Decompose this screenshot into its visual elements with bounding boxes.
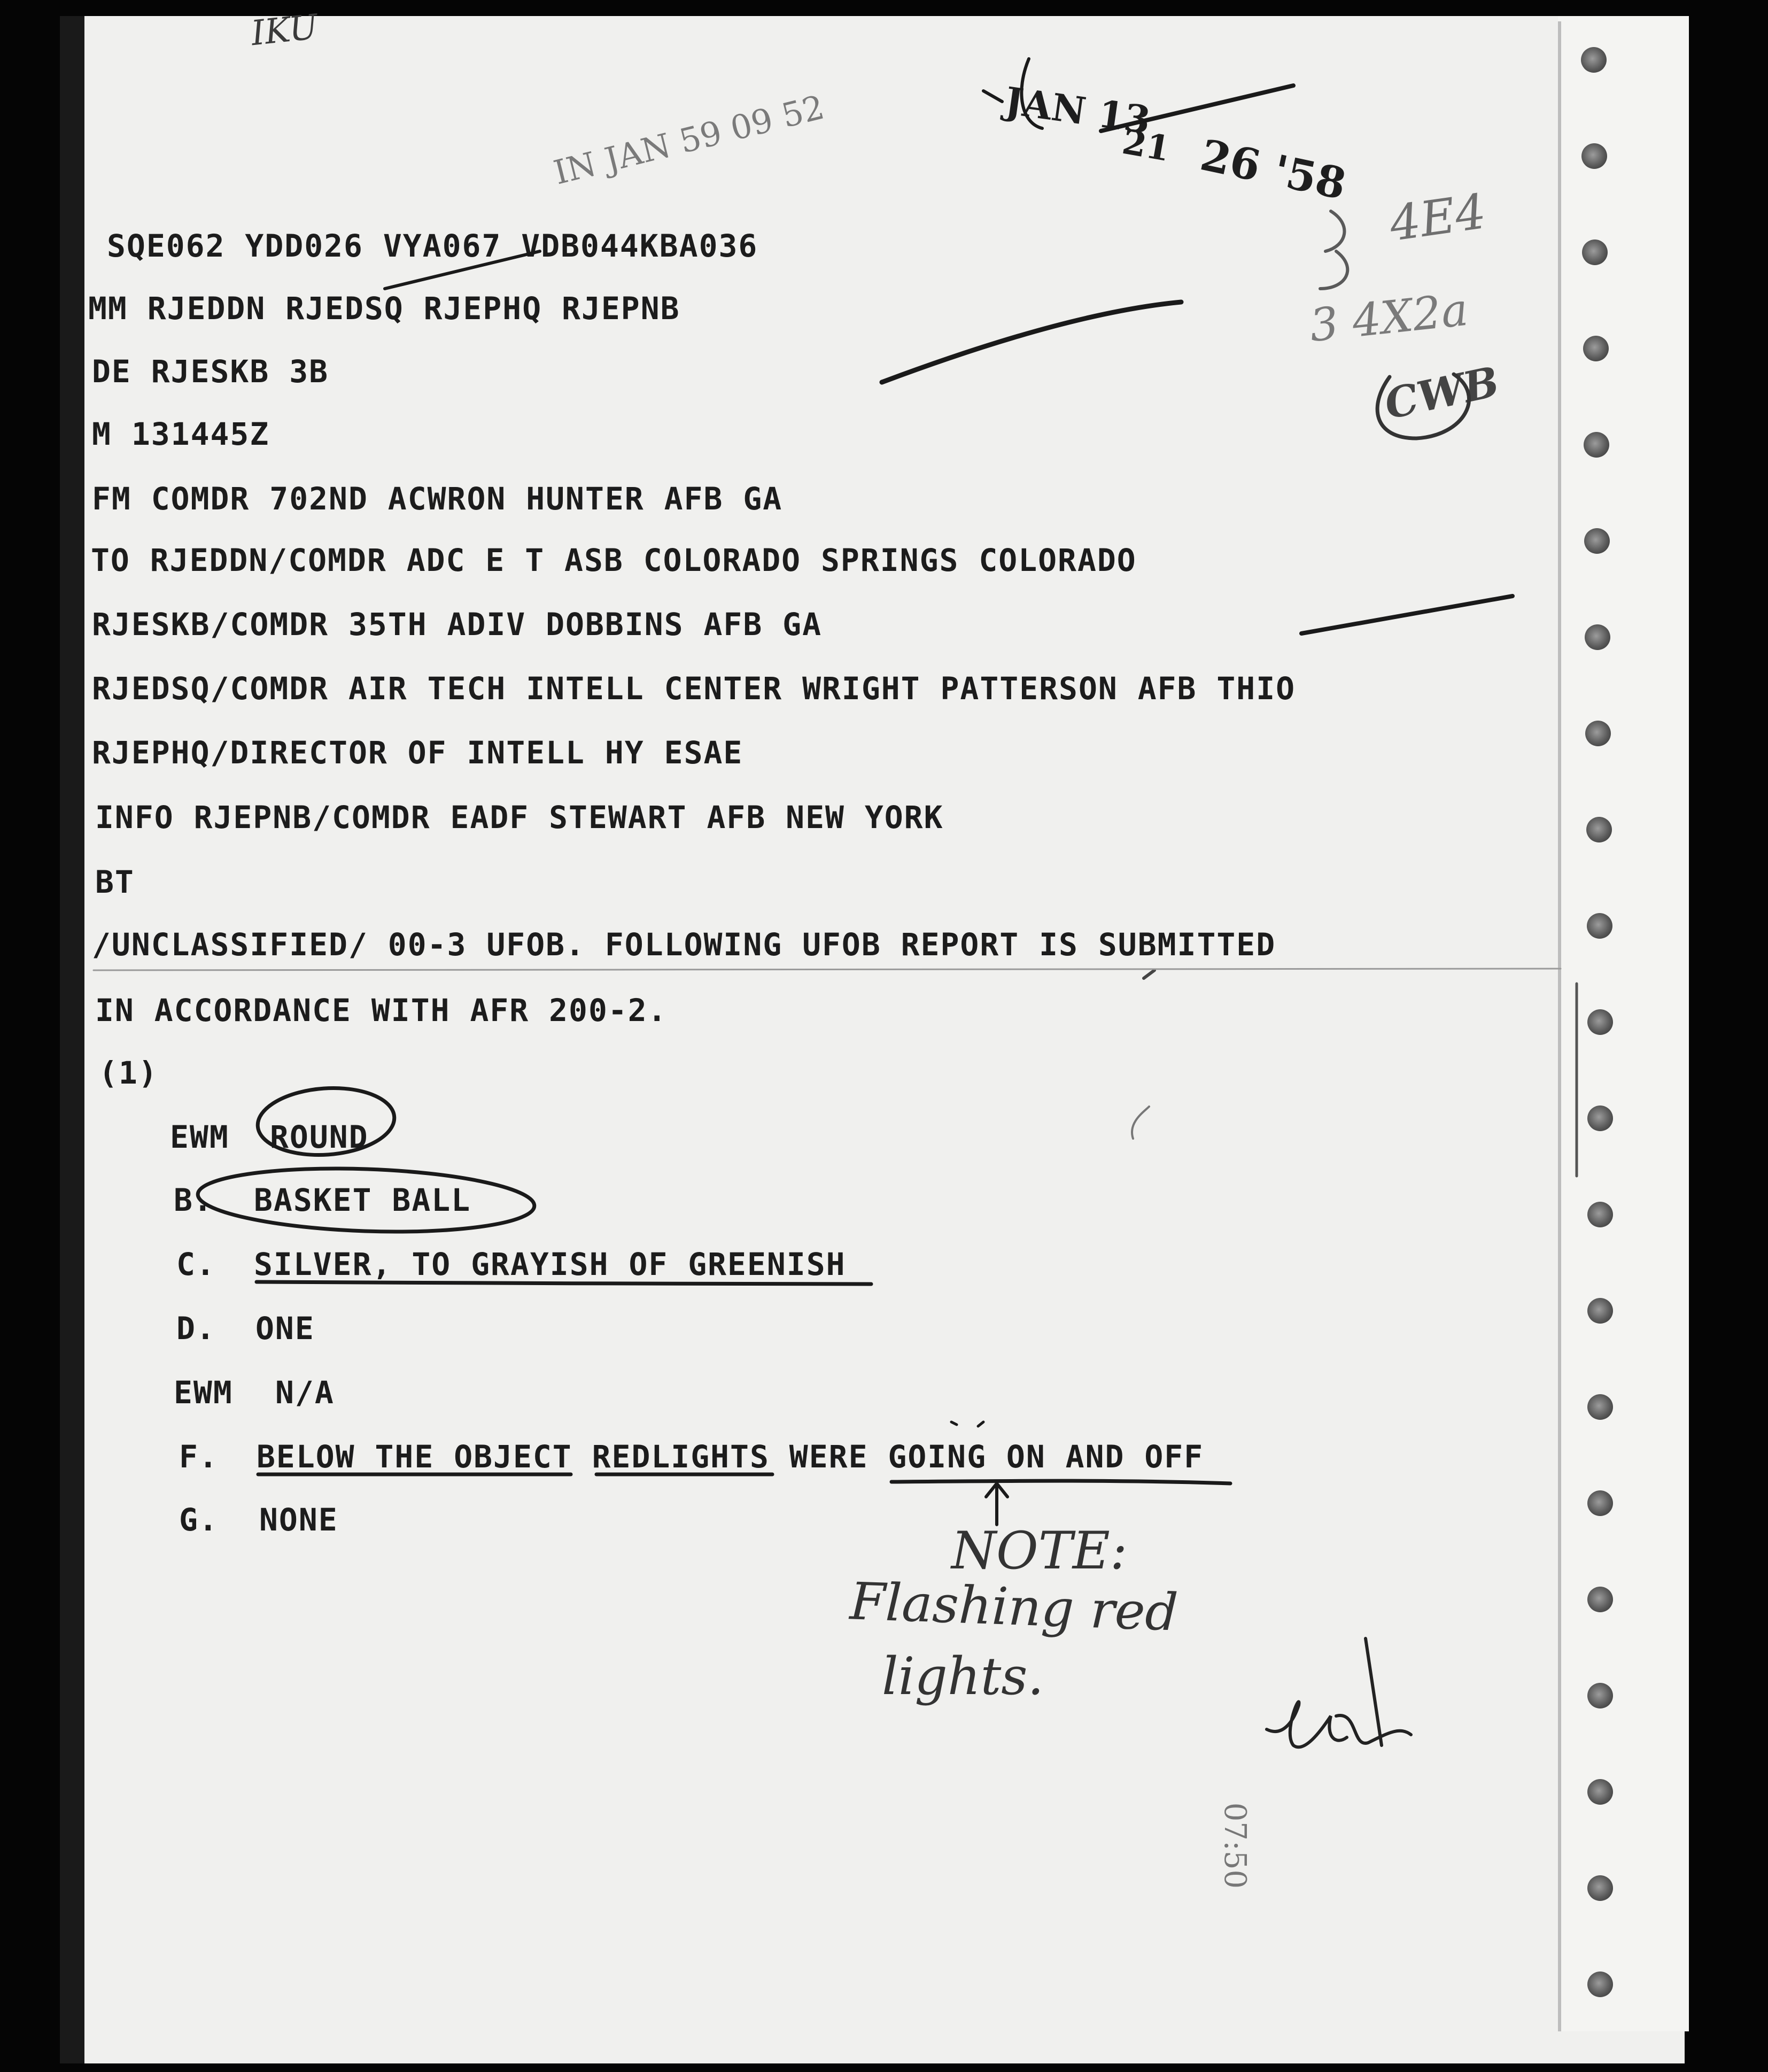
routing-line: DE RJESKB 3B <box>92 353 329 390</box>
item-value: N/A <box>275 1374 335 1411</box>
side-number: 07:50 <box>1218 1802 1253 1889</box>
stamp-date: JAN 13 <box>1002 78 1153 143</box>
item-value: SILVER, TO GRAYISH OF GREENISH <box>254 1246 846 1282</box>
info-line: INFO RJEPNB/COMDR EADF STEWART AFB NEW YORK <box>95 799 944 836</box>
item-key: G. <box>179 1502 219 1538</box>
item-key: D. <box>176 1310 216 1347</box>
to-line: RJESKB/COMDR 35TH ADIV DOBBINS AFB GA <box>92 606 823 643</box>
from-line: FM COMDR 702ND ACWRON HUNTER AFB GA <box>92 481 783 517</box>
item-value: BASKET BALL <box>254 1182 471 1218</box>
to-line: RJEPHQ/DIRECTOR OF INTELL HY ESAE <box>92 735 743 771</box>
stamp-time: 26 '58 <box>1196 129 1351 210</box>
initials-stamp: CWB <box>1380 357 1503 429</box>
routing-line: MM RJEDDN RJEDSQ RJEPHQ RJEPNB <box>88 290 680 327</box>
to-line: TO RJEDDN/COMDR ADC E T ASB COLORADO SPRINGS COLORADO <box>91 542 1137 578</box>
note-4e4: 4E4 <box>1386 183 1490 253</box>
stamp-day: 21 <box>1119 121 1173 170</box>
reference-line: IN ACCORDANCE WITH AFR 200-2. <box>95 992 668 1029</box>
item-value: ROUND <box>270 1119 369 1155</box>
section-number: (1) <box>99 1055 158 1091</box>
item-key: B. <box>174 1182 213 1218</box>
item-key: C. <box>176 1246 216 1282</box>
message-time: M 131445Z <box>92 416 270 452</box>
stamp-received: IN JAN 59 09 52 <box>549 87 828 192</box>
routing-line: SQE062 YDD026 VYA067 VDB044KBA036 <box>107 228 758 264</box>
classification-line: /UNCLASSIFIED/ 00-3 UFOB. FOLLOWING UFOB REPORT IS SUBMITTED <box>92 926 1276 963</box>
item-key: EWM <box>170 1119 229 1155</box>
to-line: RJEDSQ/COMDR AIR TECH INTELL CENTER WRIGHT PATTERSON AFB THIO <box>92 670 1296 707</box>
note-4x2a: 3 4X2a <box>1307 283 1471 352</box>
break-line: BT <box>95 864 135 900</box>
item-value: NONE <box>259 1502 338 1538</box>
item-key: EWM <box>174 1374 233 1411</box>
handwritten-note-line: Flashing red <box>849 1571 1180 1643</box>
item-key: F. <box>179 1439 219 1475</box>
handwritten-note-title: NOTE: <box>951 1521 1128 1581</box>
stamp-top-left: IKU <box>249 7 320 54</box>
item-value: BELOW THE OBJECT REDLIGHTS WERE GOING ON AND OFF <box>257 1439 1204 1475</box>
handwritten-note-line: lights. <box>882 1646 1044 1706</box>
item-value: ONE <box>255 1310 315 1347</box>
